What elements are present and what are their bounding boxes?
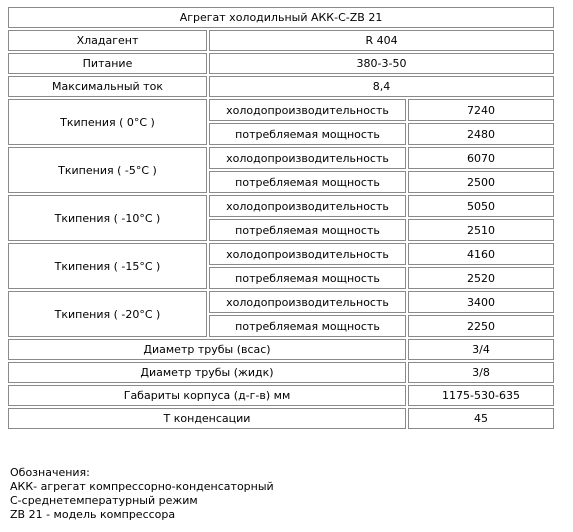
- row-label: Хладагент: [8, 30, 207, 51]
- table-row: [8, 385, 554, 406]
- row-value: 45: [408, 408, 554, 429]
- power-value: 2500: [408, 171, 554, 193]
- row-value: 1175-530-635: [408, 385, 554, 406]
- table-row: [8, 362, 554, 383]
- boiling-row: [8, 99, 554, 121]
- power-label: потребляемая мощность: [209, 315, 406, 337]
- capacity-value: 4160: [408, 243, 554, 265]
- capacity-label: холодопроизводительность: [209, 147, 406, 169]
- table-row: [8, 339, 554, 360]
- boiling-row: [8, 243, 554, 265]
- row-value: 3/8: [408, 362, 554, 383]
- capacity-label: холодопроизводительность: [209, 291, 406, 313]
- capacity-label: холодопроизводительность: [209, 243, 406, 265]
- notes-heading: Обозначения:: [10, 466, 90, 479]
- row-value: 3/4: [408, 339, 554, 360]
- power-value: 2520: [408, 267, 554, 289]
- row-label: Габариты корпуса (д-г-в) мм: [8, 385, 406, 406]
- row-label: Максимальный ток: [8, 76, 207, 97]
- boiling-label: Ткипения ( 0°С ): [8, 99, 207, 145]
- capacity-value: 6070: [408, 147, 554, 169]
- table-title: Агрегат холодильный АКК-С-ZB 21: [8, 7, 554, 28]
- power-label: потребляемая мощность: [209, 171, 406, 193]
- title-row: [8, 7, 554, 28]
- power-value: 2250: [408, 315, 554, 337]
- capacity-label: холодопроизводительность: [209, 99, 406, 121]
- boiling-label: Ткипения ( -10°С ): [8, 195, 207, 241]
- table-row: [8, 408, 554, 429]
- capacity-value: 7240: [408, 99, 554, 121]
- boiling-row: [8, 291, 554, 313]
- table-row: [8, 30, 554, 51]
- row-value: 8,4: [209, 76, 554, 97]
- notes-line: ZB 21 - модель компрессора: [10, 508, 176, 521]
- boiling-label: Ткипения ( -20°С ): [8, 291, 207, 337]
- power-value: 2510: [408, 219, 554, 241]
- power-label: потребляемая мощность: [209, 123, 406, 145]
- notes-line: С-среднетемпературный режим: [10, 494, 198, 507]
- capacity-value: 5050: [408, 195, 554, 217]
- capacity-label: холодопроизводительность: [209, 195, 406, 217]
- capacity-value: 3400: [408, 291, 554, 313]
- spec-table: [6, 5, 556, 431]
- row-value: 380-3-50: [209, 53, 554, 74]
- power-value: 2480: [408, 123, 554, 145]
- table-row: [8, 53, 554, 74]
- table-row: [8, 76, 554, 97]
- boiling-row: [8, 147, 554, 169]
- legend-notes: [10, 466, 274, 522]
- power-label: потребляемая мощность: [209, 219, 406, 241]
- row-label: Диаметр трубы (жидк): [8, 362, 406, 383]
- row-label: Диаметр трубы (всас): [8, 339, 406, 360]
- boiling-label: Ткипения ( -5°С ): [8, 147, 207, 193]
- row-label: Питание: [8, 53, 207, 74]
- boiling-label: Ткипения ( -15°С ): [8, 243, 207, 289]
- boiling-row: [8, 195, 554, 217]
- row-value: R 404: [209, 30, 554, 51]
- row-label: Т конденсации: [8, 408, 406, 429]
- power-label: потребляемая мощность: [209, 267, 406, 289]
- notes-line: АКК- агрегат компрессорно-конденсаторный: [10, 480, 274, 493]
